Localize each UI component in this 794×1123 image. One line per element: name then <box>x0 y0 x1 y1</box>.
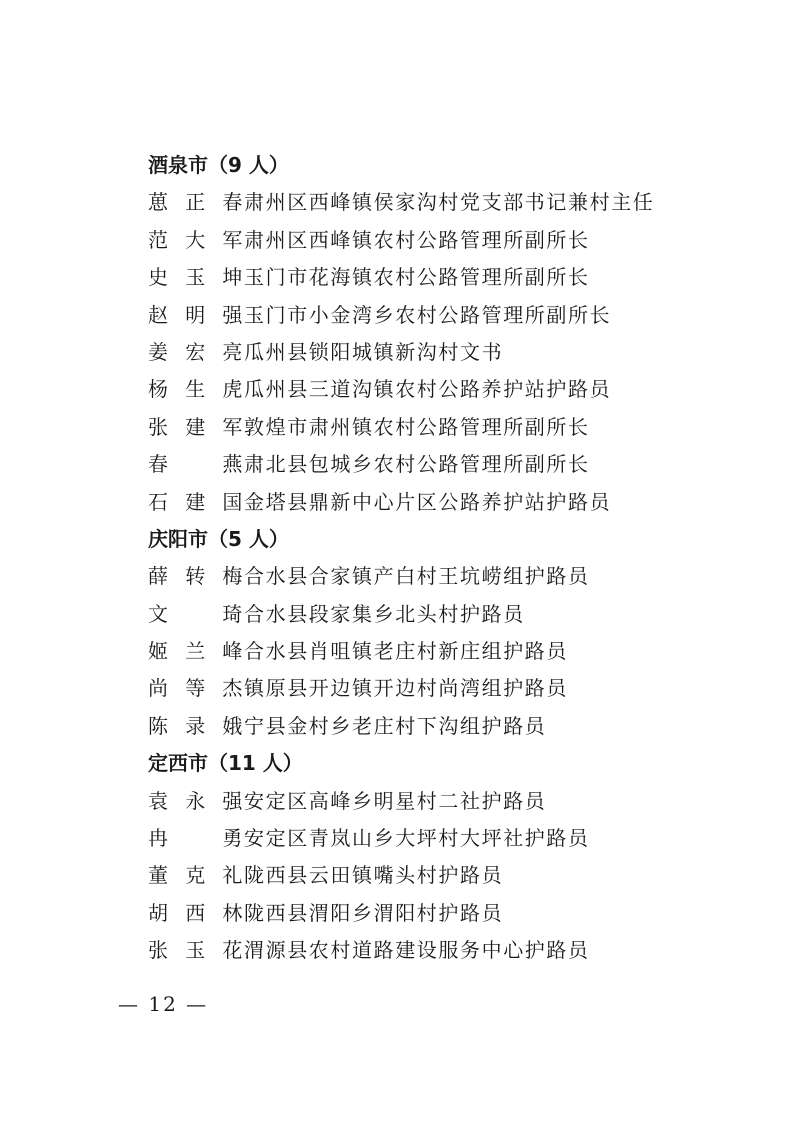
person-name: 赵明强 <box>148 302 244 327</box>
list-item <box>148 783 768 820</box>
list-item <box>148 708 768 745</box>
person-name: 尚等杰 <box>148 676 244 701</box>
section-heading: 定西市（11 人） <box>148 751 303 776</box>
person-name: 姬兰峰 <box>148 639 244 664</box>
list-item <box>148 409 768 446</box>
person-name: 姜宏亮 <box>148 339 244 364</box>
person-title: 陇西县渭阳乡渭阳村护路员 <box>244 900 504 925</box>
list-item <box>148 297 768 334</box>
personnel-list <box>148 147 768 970</box>
person-title: 敦煌市肃州镇农村公路管理所副所长 <box>244 414 590 439</box>
list-item <box>148 484 768 521</box>
person-title: 安定区高峰乡明星村二社护路员 <box>244 788 547 813</box>
list-item <box>148 633 768 670</box>
section-jiuquan <box>148 147 768 521</box>
person-title: 玉门市花海镇农村公路管理所副所长 <box>244 265 590 290</box>
list-item <box>148 820 768 857</box>
person-title: 渭源县农村道路建设服务中心护路员 <box>244 938 590 963</box>
person-title: 肃北县包城乡农村公路管理所副所长 <box>244 452 590 477</box>
page-number: — 12 — <box>118 992 209 1016</box>
person-name: 史玉坤 <box>148 265 244 290</box>
list-item <box>148 857 768 894</box>
person-name: 范大军 <box>148 227 244 252</box>
list-item <box>148 895 768 932</box>
person-name: 胡西林 <box>148 900 244 925</box>
person-title: 玉门市小金湾乡农村公路管理所副所长 <box>244 302 612 327</box>
person-title: 金塔县鼎新中心片区公路养护站护路员 <box>244 489 612 514</box>
list-item <box>148 222 768 259</box>
person-name: 春燕 <box>148 452 244 477</box>
person-title: 安定区青岚山乡大坪村大坪社护路员 <box>244 826 590 851</box>
person-name: 冉勇 <box>148 826 244 851</box>
section-heading: 酒泉市（9 人） <box>148 153 289 177</box>
list-item <box>148 334 768 371</box>
person-title: 瓜州县三道沟镇农村公路养护站护路员 <box>244 377 612 402</box>
person-name: 葸正春 <box>148 190 244 215</box>
section-heading: 庆阳市（5 人） <box>148 526 289 551</box>
person-name: 袁永强 <box>148 788 244 813</box>
person-name: 陈录娥 <box>148 713 244 738</box>
list-item <box>148 670 768 707</box>
person-name: 石建国 <box>148 489 244 514</box>
person-name: 张建军 <box>148 414 244 439</box>
person-title: 镇原县开边镇开边村尚湾组护路员 <box>244 676 568 701</box>
person-name: 薛转梅 <box>148 564 244 589</box>
list-item <box>148 446 768 483</box>
person-title: 合水县段家集乡北头村护路员 <box>244 601 525 626</box>
person-title: 合水县肖咀镇老庄村新庄组护路员 <box>244 639 568 664</box>
list-item <box>148 259 768 296</box>
person-title: 肃州区西峰镇农村公路管理所副所长 <box>244 227 590 252</box>
list-item <box>148 184 768 221</box>
section-dingxi <box>148 745 768 969</box>
list-item <box>148 371 768 408</box>
section-qingyang <box>148 521 768 745</box>
person-title: 陇西县云田镇嘴头村护路员 <box>244 863 504 888</box>
person-title: 肃州区西峰镇侯家沟村党支部书记兼村主任 <box>244 190 655 215</box>
person-title: 瓜州县锁阳城镇新沟村文书 <box>244 339 504 364</box>
list-item <box>148 596 768 633</box>
list-item <box>148 932 768 969</box>
list-item <box>148 558 768 595</box>
person-name: 文琦 <box>148 601 244 626</box>
person-name: 张玉花 <box>148 938 244 963</box>
person-name: 董克礼 <box>148 863 244 888</box>
person-title: 合水县合家镇产白村王坑崂组护路员 <box>244 564 590 589</box>
person-name: 杨生虎 <box>148 377 244 402</box>
person-title: 宁县金村乡老庄村下沟组护路员 <box>244 713 547 738</box>
